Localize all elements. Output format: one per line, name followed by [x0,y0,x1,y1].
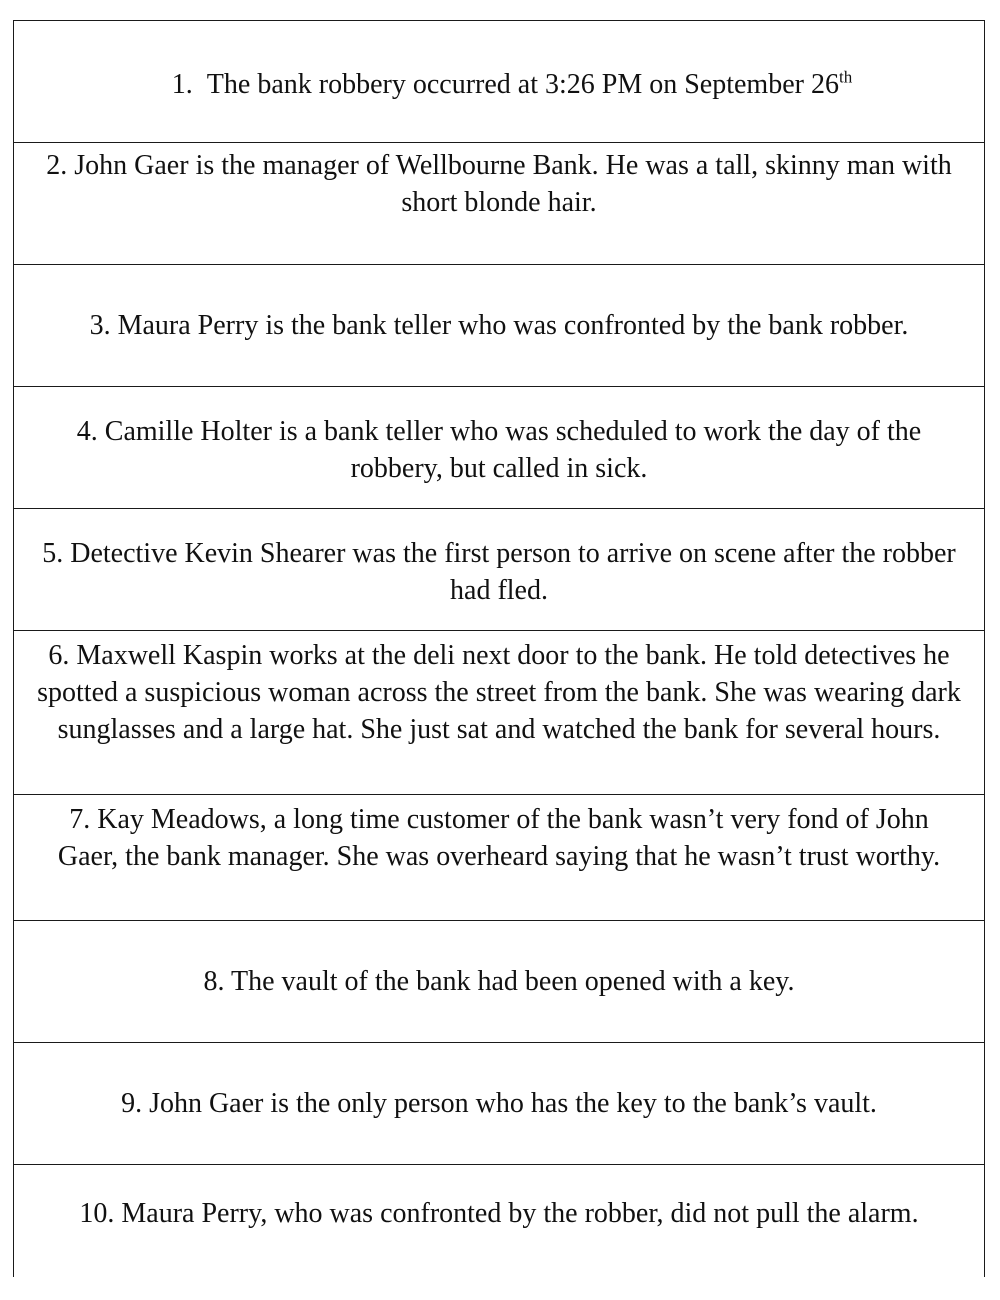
clue-1-text: 1. The bank robbery occurred at 3:26 PM on September 26 [171,69,839,100]
clue-6-text: 6. Maxwell Kaspin works at the deli next door to the bank. He told detectives he spotted a suspicious woman across the street from the bank. She was wearing dark sunglasses and a large hat. She just sat and watched the bank for several hours. [37,640,961,745]
clue-8-text: 8. The vault of the bank had been opened with a key. [203,966,795,997]
clue-4-text: 4. Camille Holter is a bank teller who was scheduled to work the day of the robbery, but called in sick. [76,416,922,484]
clue-1-superscript: th [838,67,853,87]
clue-row [14,1043,984,1165]
clue-2-text: 2. John Gaer is the manager of Wellbourne Bank. He was a tall, skinny man with short blonde hair. [46,150,952,218]
clue-row [14,631,984,795]
clue-row [14,387,984,509]
clue-row [14,1165,984,1277]
clue-5-text: 5. Detective Kevin Shearer was the first person to arrive on scene after the robber had fled. [42,538,956,606]
clue-row [14,21,984,143]
clue-row [14,795,984,921]
clue-row [14,265,984,387]
clue-text [172,66,852,103]
clue-9-text: 9. John Gaer is the only person who has the key to the bank’s vault. [121,1088,877,1119]
clue-row [14,509,984,631]
clue-table [13,20,985,1277]
clue-3-text: 3. Maura Perry is the bank teller who was confronted by the bank robber. [89,310,909,341]
clue-row [14,143,984,265]
clue-row [14,921,984,1043]
clue-7-text: 7. Kay Meadows, a long time customer of the bank wasn’t very fond of John Gaer, the bank manager. She was overheard saying that he wasn’t trust worthy. [57,804,941,872]
clue-10-text: 10. Maura Perry, who was confronted by the robber, did not pull the alarm. [79,1198,919,1229]
